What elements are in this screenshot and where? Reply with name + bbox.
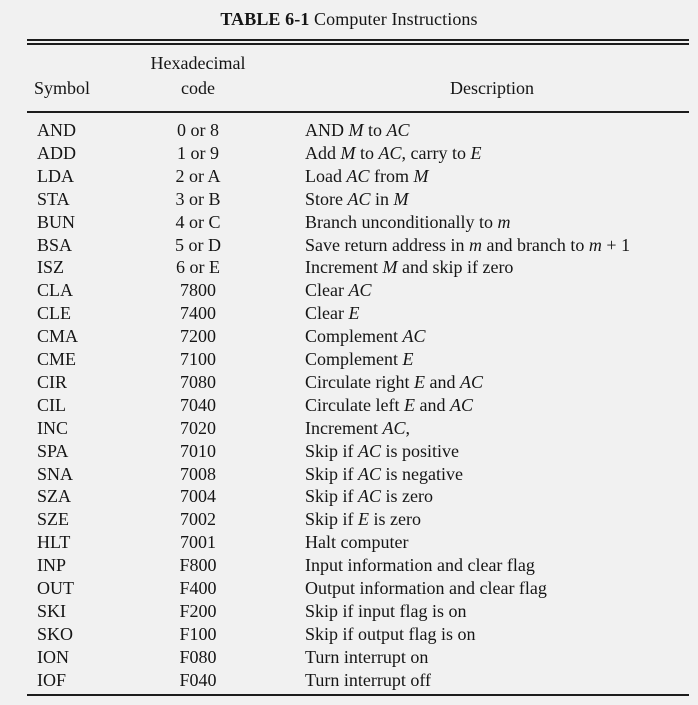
cell-hex-code: F080: [179, 646, 217, 667]
cell-hex-code: 7040: [180, 394, 216, 415]
cell-hex-code: 1 or 9: [177, 142, 219, 163]
table-row: [0, 165, 698, 188]
description-segment: AC: [382, 417, 406, 438]
description-segment: E: [402, 349, 414, 369]
cell-description: [305, 325, 426, 347]
description-segment: Turn interrupt off: [305, 669, 431, 690]
cell-symbol: SZA: [37, 486, 72, 507]
bottom-rule: [27, 694, 689, 696]
cell-description: [305, 531, 408, 553]
description-segment: AC: [449, 394, 473, 415]
header-rule: [27, 111, 689, 113]
cell-description: [305, 234, 630, 256]
cell-symbol: CLA: [37, 280, 73, 301]
cell-symbol: AND: [37, 120, 76, 140]
table-row: [0, 417, 698, 440]
cell-hex-code: 7400: [180, 303, 216, 324]
cell-hex-code: F800: [179, 555, 217, 576]
description-segment: Branch unconditionally to: [305, 211, 498, 232]
description-segment: E: [403, 394, 415, 415]
top-rule-upper: [27, 39, 689, 41]
cell-hex-code: 7200: [180, 326, 216, 347]
cell-symbol: INC: [37, 417, 68, 438]
description-segment: and skip if zero: [397, 257, 514, 278]
top-rule-lower: [27, 43, 689, 45]
cell-symbol: BSA: [37, 234, 73, 255]
description-segment: AND: [305, 120, 349, 140]
cell-symbol: CLE: [37, 303, 71, 324]
table-row: [0, 531, 698, 554]
table-row: [0, 508, 698, 531]
description-segment: Load: [305, 165, 347, 186]
cell-symbol: INP: [37, 555, 67, 576]
cell-description: [305, 394, 473, 416]
description-segment: Save return address in: [305, 234, 469, 255]
cell-hex-code: 5 or D: [175, 234, 221, 255]
cell-hex-code: 3 or B: [175, 188, 221, 209]
description-segment: to: [363, 120, 387, 140]
description-segment: E: [358, 509, 370, 530]
description-segment: Clear: [305, 280, 349, 301]
table-row: [0, 463, 698, 486]
table-row: [0, 646, 698, 669]
description-segment: , carry to: [401, 142, 471, 163]
cell-description: [305, 165, 429, 187]
description-segment: E: [413, 371, 425, 392]
cell-description: [305, 508, 421, 530]
cell-description: [305, 623, 476, 645]
description-segment: Clear: [305, 303, 349, 324]
description-segment: AC: [402, 326, 426, 347]
description-segment: Circulate right: [305, 371, 414, 392]
table-row: [0, 577, 698, 600]
description-segment: AC: [386, 120, 410, 140]
description-segment: is zero: [369, 509, 421, 530]
cell-symbol: CMA: [37, 326, 79, 347]
header-symbol: Symbol: [34, 78, 91, 98]
table-row: [0, 302, 698, 325]
description-segment: Circulate left: [305, 394, 404, 415]
cell-description: [305, 119, 410, 141]
cell-symbol: SZE: [37, 509, 70, 530]
cell-description: [305, 211, 510, 233]
cell-symbol: STA: [37, 188, 70, 209]
description-segment: Store: [305, 188, 348, 209]
description-segment: and branch to: [481, 234, 589, 255]
cell-hex-code: 7001: [180, 532, 216, 553]
table-row: [0, 485, 698, 508]
description-segment: Increment: [305, 417, 383, 438]
table-row: [0, 234, 698, 257]
description-segment: AC: [358, 463, 382, 484]
table-row: [0, 371, 698, 394]
cell-hex-code: F100: [179, 623, 217, 644]
header-hex-line1: Hexadecimal: [150, 53, 246, 73]
cell-hex-code: 7800: [180, 280, 216, 301]
cell-hex-code: F040: [179, 669, 217, 690]
description-segment: m: [468, 234, 482, 255]
cell-symbol: HLT: [37, 532, 71, 553]
description-segment: + 1: [601, 234, 631, 255]
description-segment: Skip if: [305, 440, 359, 461]
cell-description: [305, 417, 410, 439]
description-segment: AC: [348, 280, 372, 301]
cell-hex-code: 7002: [180, 509, 216, 530]
description-segment: Skip if input flag is on: [305, 600, 467, 621]
description-segment: AC: [346, 165, 370, 186]
description-segment: Input information and clear flag: [305, 555, 535, 576]
description-segment: AC: [378, 142, 402, 163]
description-segment: M: [413, 165, 429, 186]
description-segment: ,: [405, 417, 410, 438]
header-hex-line2: code: [181, 78, 215, 98]
description-segment: Halt computer: [305, 532, 409, 553]
description-segment: to: [355, 142, 379, 163]
cell-symbol: ISZ: [37, 257, 64, 278]
cell-description: [305, 279, 372, 301]
description-segment: E: [470, 142, 482, 163]
cell-description: [305, 302, 359, 324]
cell-symbol: LDA: [37, 165, 74, 186]
description-segment: Turn interrupt on: [305, 646, 429, 667]
description-segment: AC: [459, 371, 483, 392]
table-row: [0, 188, 698, 211]
description-segment: Skip if: [305, 463, 359, 484]
cell-hex-code: F200: [179, 600, 217, 621]
cell-symbol: CIL: [37, 394, 66, 415]
description-segment: Increment: [305, 257, 383, 278]
description-segment: M: [393, 188, 409, 209]
cell-symbol: ION: [37, 646, 69, 667]
table-row: [0, 669, 698, 692]
description-segment: AC: [358, 486, 382, 507]
description-segment: and: [414, 394, 450, 415]
description-segment: Output information and clear flag: [305, 578, 547, 598]
table-row: [0, 279, 698, 302]
description-segment: is negative: [381, 463, 464, 484]
table-row: [0, 394, 698, 417]
cell-description: [305, 188, 409, 210]
cell-hex-code: 6 or E: [176, 257, 220, 278]
cell-hex-code: 7080: [180, 371, 216, 392]
table-title-text: Computer Instructions: [314, 9, 478, 29]
description-segment: E: [348, 303, 360, 324]
cell-hex-code: 2 or A: [175, 165, 221, 186]
cell-symbol: OUT: [37, 578, 74, 598]
cell-symbol: SPA: [37, 440, 69, 461]
cell-description: [305, 371, 483, 393]
description-segment: AC: [358, 440, 382, 461]
table-row: [0, 600, 698, 623]
cell-description: [305, 485, 433, 507]
cell-description: [305, 256, 513, 278]
cell-description: [305, 463, 463, 485]
table-row: [0, 119, 698, 142]
cell-symbol: SNA: [37, 463, 74, 484]
cell-description: [305, 600, 467, 622]
description-segment: in: [370, 188, 394, 209]
cell-hex-code: 7100: [180, 349, 216, 369]
cell-description: [305, 554, 535, 576]
description-segment: AC: [347, 188, 371, 209]
description-segment: Add: [305, 142, 341, 163]
description-segment: is positive: [381, 440, 460, 461]
header-hex-code: [140, 52, 256, 99]
cell-description: [305, 577, 547, 599]
description-segment: Complement: [305, 349, 403, 369]
description-segment: m: [497, 211, 511, 232]
header-description: Description: [450, 78, 534, 98]
cell-hex-code: F400: [179, 578, 217, 598]
cell-hex-code: 7010: [180, 440, 216, 461]
cell-symbol: SKI: [37, 600, 67, 621]
cell-hex-code: 4 or C: [175, 211, 221, 232]
cell-description: [305, 142, 482, 164]
cell-description: [305, 440, 459, 462]
table-row: [0, 554, 698, 577]
description-segment: M: [348, 120, 364, 140]
table-title: [0, 9, 698, 30]
cell-description: [305, 646, 428, 668]
cell-hex-code: 7004: [180, 486, 216, 507]
table-row: [0, 623, 698, 646]
description-segment: and: [424, 371, 460, 392]
description-segment: Skip if: [305, 509, 359, 530]
table-row: [0, 211, 698, 234]
cell-symbol: BUN: [37, 211, 76, 232]
description-segment: m: [588, 234, 602, 255]
cell-description: [305, 669, 431, 691]
cell-hex-code: 0 or 8: [177, 120, 219, 140]
cell-symbol: CME: [37, 349, 77, 369]
description-segment: is zero: [381, 486, 434, 507]
cell-symbol: SKO: [37, 623, 74, 644]
table-title-number: TABLE 6-1: [220, 9, 310, 29]
description-segment: Skip if: [305, 486, 359, 507]
cell-hex-code: 7020: [180, 417, 216, 438]
table-row: [0, 325, 698, 348]
table-row: [0, 256, 698, 279]
cell-hex-code: 7008: [180, 463, 216, 484]
description-segment: M: [340, 142, 356, 163]
table-row: [0, 142, 698, 165]
cell-symbol: ADD: [37, 142, 76, 163]
cell-symbol: CIR: [37, 371, 68, 392]
description-segment: Skip if output flag is on: [305, 623, 476, 644]
cell-symbol: IOF: [37, 669, 67, 690]
description-segment: from: [369, 165, 414, 186]
description-segment: M: [382, 257, 398, 278]
table-row: [0, 348, 698, 371]
table-row: [0, 440, 698, 463]
cell-description: [305, 348, 414, 370]
description-segment: Complement: [305, 326, 403, 347]
